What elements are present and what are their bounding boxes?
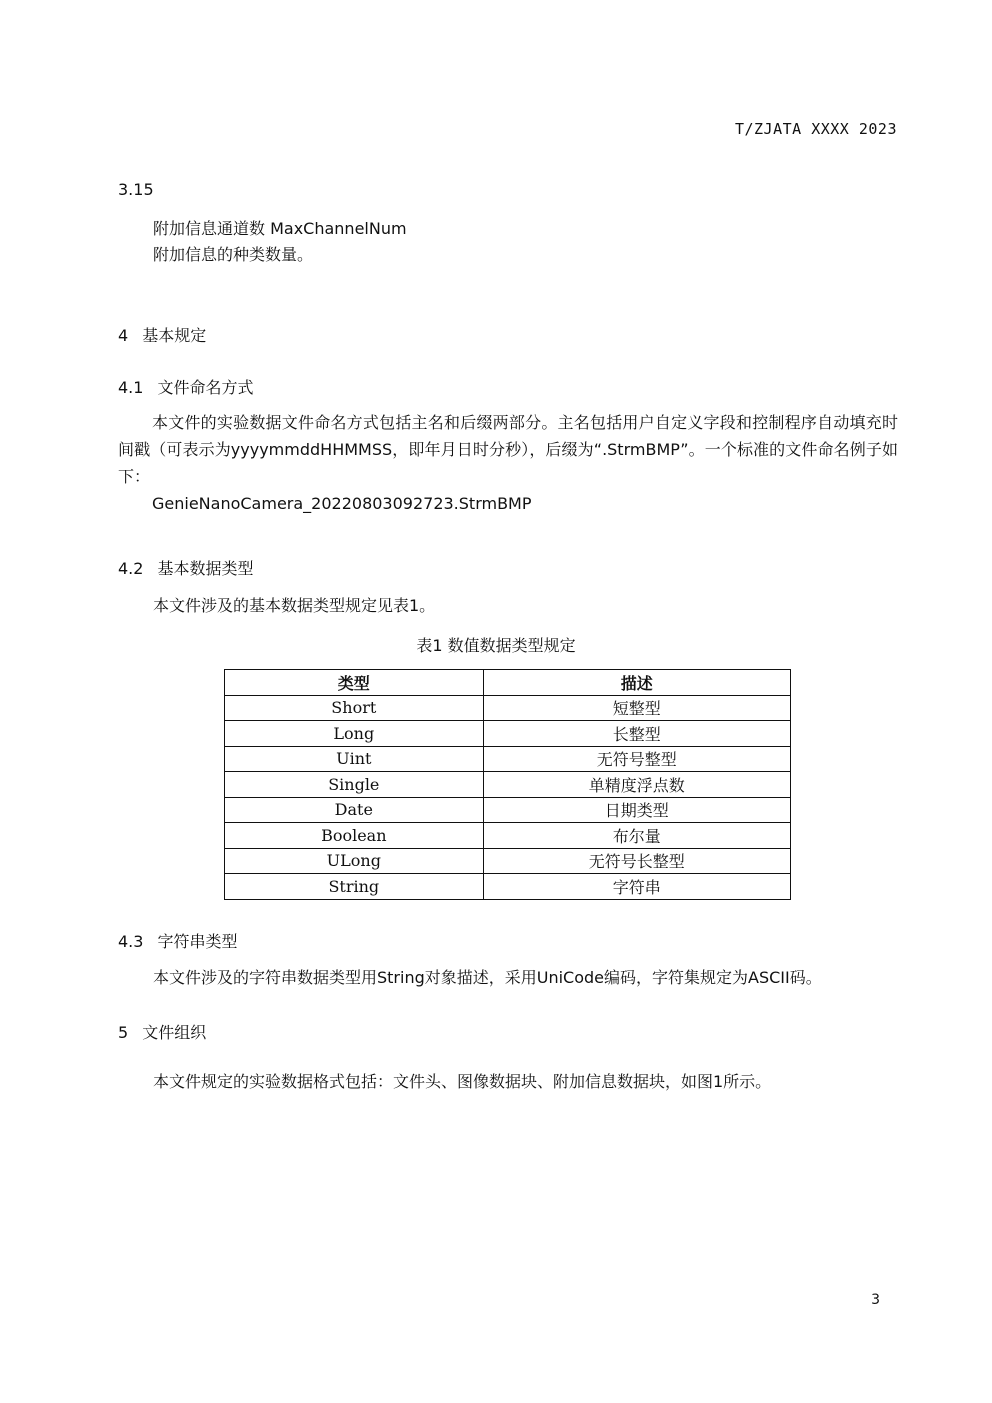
section-number: 5 xyxy=(118,1023,129,1042)
table-row xyxy=(225,874,791,900)
column-header-description: 描述 xyxy=(483,670,790,696)
description-cell: 单精度浮点数 xyxy=(483,772,790,798)
table-row xyxy=(225,772,791,798)
section-title: 文件命名方式 xyxy=(157,378,254,397)
description-cell: 无符号整型 xyxy=(483,746,790,772)
table-row xyxy=(225,746,791,772)
section-4-3-paragraph: 本文件涉及的字符串数据类型用String对象描述，采用UniCode编码，字符集规定为ASCII码。 xyxy=(153,968,822,987)
section-4-2-paragraph: 本文件涉及的基本数据类型规定见表1。 xyxy=(153,596,436,615)
section-number: 4 xyxy=(118,326,129,345)
section-5-heading xyxy=(118,1020,206,1043)
type-cell: ULong xyxy=(225,848,484,874)
type-cell: Short xyxy=(225,695,484,721)
term-number: 3.15 xyxy=(118,180,154,199)
description-cell: 长整型 xyxy=(483,721,790,747)
table-row xyxy=(225,721,791,747)
column-header-type: 类型 xyxy=(225,670,484,696)
section-4-2-heading xyxy=(118,556,253,579)
description-cell: 无符号长整型 xyxy=(483,848,790,874)
section-number: 4.3 xyxy=(118,932,144,951)
naming-description: 本文件的实验数据文件命名方式包括主名和后缀两部分。主名包括用户自定义字段和控制程序自动填充时间戳（可表示为yyyymmddHHMMSS，即年月日时分秒），后缀为“.StrmBMP”。一个标准的文件命名例子如下： xyxy=(118,413,898,486)
section-title: 字符串类型 xyxy=(157,932,238,951)
section-number: 4.1 xyxy=(118,378,144,397)
section-title: 基本数据类型 xyxy=(157,559,254,578)
table-row xyxy=(225,695,791,721)
description-cell: 短整型 xyxy=(483,695,790,721)
term-definition: 附加信息的种类数量。 xyxy=(153,245,314,264)
section-4-1-heading xyxy=(118,375,253,398)
type-cell: Uint xyxy=(225,746,484,772)
page-number: 3 xyxy=(871,1292,880,1308)
type-cell: Long xyxy=(225,721,484,747)
section-title: 文件组织 xyxy=(142,1023,207,1042)
table-header-row xyxy=(225,670,791,696)
section-number: 4.2 xyxy=(118,559,144,578)
type-cell: String xyxy=(225,874,484,900)
description-cell: 日期类型 xyxy=(483,797,790,823)
document-code: T/ZJATA XXXX 2023 xyxy=(734,120,897,138)
table-caption: 表1 数值数据类型规定 xyxy=(416,636,576,655)
type-cell: Boolean xyxy=(225,823,484,849)
table-row xyxy=(225,797,791,823)
section-title: 基本规定 xyxy=(142,326,207,345)
type-cell: Date xyxy=(225,797,484,823)
table-row xyxy=(225,848,791,874)
section-5-paragraph: 本文件规定的实验数据格式包括：文件头、图像数据块、附加信息数据块，如图1所示。 xyxy=(153,1072,772,1091)
section-4-heading xyxy=(118,323,206,346)
table-row xyxy=(225,823,791,849)
type-cell: Single xyxy=(225,772,484,798)
description-cell: 布尔量 xyxy=(483,823,790,849)
section-4-3-heading xyxy=(118,929,237,952)
section-4-1-paragraph xyxy=(118,409,898,517)
description-cell: 字符串 xyxy=(483,874,790,900)
term-name: 附加信息通道数 MaxChannelNum xyxy=(153,219,407,238)
data-types-table xyxy=(224,669,791,900)
naming-example: GenieNanoCamera_20220803092723.StrmBMP xyxy=(152,494,532,513)
